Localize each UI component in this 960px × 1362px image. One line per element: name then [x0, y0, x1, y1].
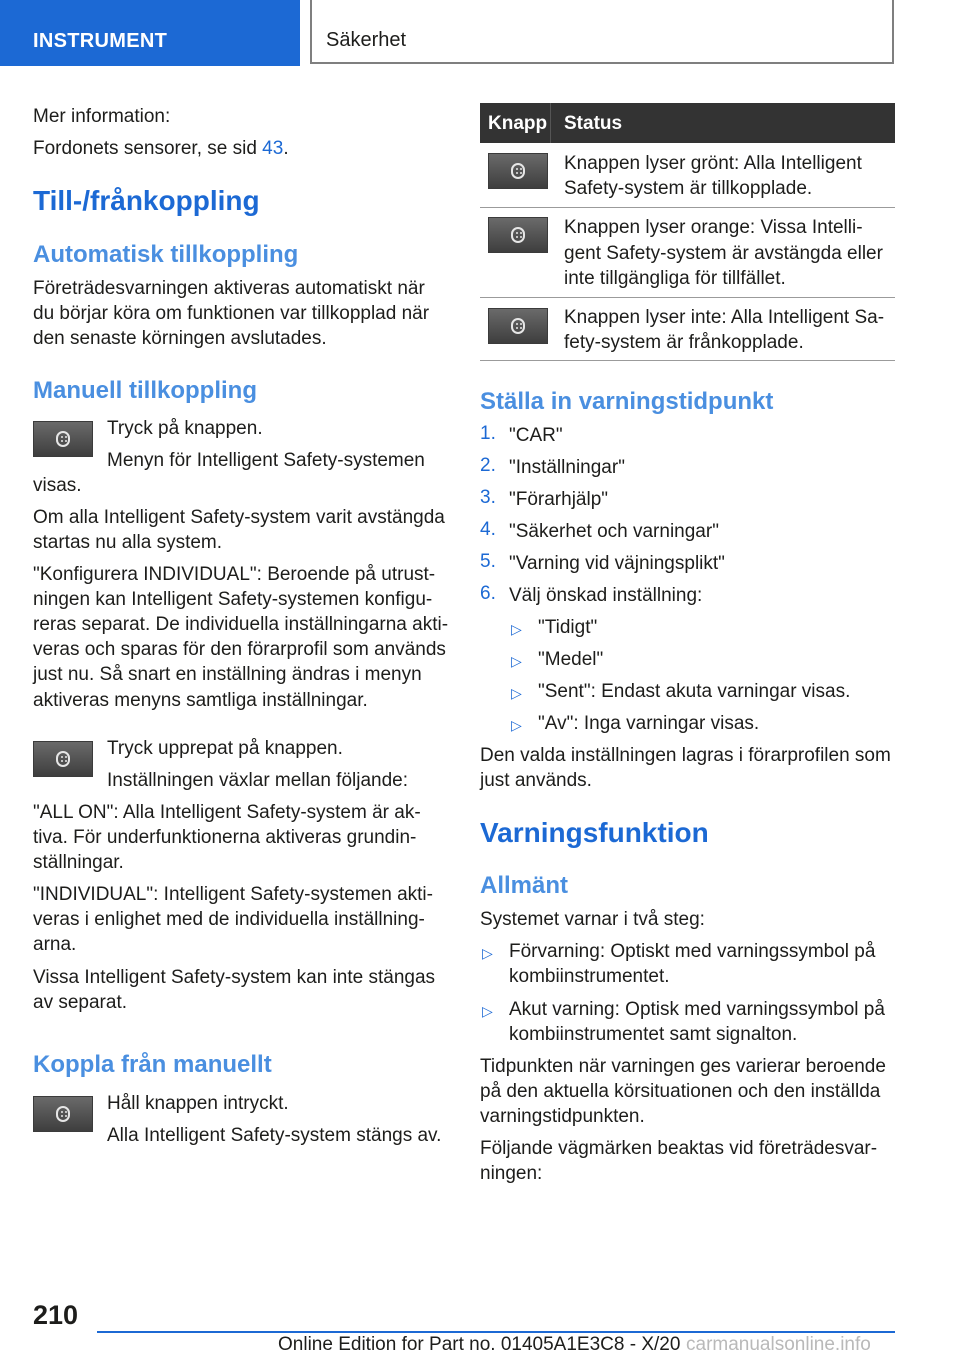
table-header-status: Status: [564, 113, 623, 134]
some-systems-line: Vissa Intelligent Safety-system kan inte stängas: [33, 967, 436, 988]
page-link-43[interactable]: 43: [262, 138, 284, 159]
step-text: Välj önskad inställning:: [509, 585, 703, 606]
sensors-suffix: .: [283, 138, 289, 159]
option-text: "Av": Inga varningar visas.: [538, 713, 760, 734]
all-on-line: ställningar.: [33, 852, 124, 873]
hold-button-text: Håll knappen intryckt.: [107, 1093, 289, 1114]
individual-line: "INDIVIDUAL": Intelligent Safety-systemen akti-: [33, 884, 433, 905]
step-text: "Inställningar": [509, 457, 625, 478]
heading-warning-function: Varningsfunktion: [480, 817, 709, 848]
toggle-between-text: Inställningen växlar mellan följande:: [107, 770, 409, 791]
two-steps-text: Systemet varnar i två steg:: [480, 909, 705, 930]
step-text: "CAR": [509, 425, 563, 446]
table-cell-status: gent Safety-system är avstängda eller: [564, 243, 883, 264]
individual-line: arna.: [33, 934, 77, 955]
heading-manual-off: Koppla från manuellt: [33, 1051, 272, 1078]
table-row-divider: [480, 360, 895, 361]
heading-manual-on: Manuell tillkoppling: [33, 377, 257, 404]
header-section-label: INSTRUMENT: [33, 30, 168, 52]
sensors-reference: [33, 136, 289, 162]
config-line: ningen kan Intelligent Safety-systemen konfigu-: [33, 589, 433, 610]
table-header-divider: [550, 103, 551, 143]
step-number: 1.: [480, 423, 496, 444]
sensors-text: Fordonets sensorer, se sid: [33, 138, 263, 159]
config-line: veras och sparas för den förarprofil som används: [33, 639, 446, 660]
step-number: 6.: [480, 583, 496, 604]
acute-warning-line: kombiinstrumentet samt signalton.: [509, 1024, 798, 1045]
timing-line: på den aktuella körsituationen och den inställda: [480, 1081, 881, 1102]
some-systems-line: av separat.: [33, 992, 127, 1013]
config-line: aktiveras menyns samtliga inställningar.: [33, 690, 368, 711]
auto-line: Företrädesvarningen aktiveras automatiskt när: [33, 278, 425, 299]
menu-text: Menyn för Intelligent Safety-systemen: [107, 450, 425, 471]
auto-line: du börjar köra om funktionen var tillkopplad när: [33, 303, 430, 324]
all-off-result-text: Alla Intelligent Safety-system stängs av.: [107, 1125, 442, 1146]
step-number: 4.: [480, 519, 496, 540]
page-number: 210: [33, 1300, 79, 1330]
table-cell-status: inte tillgängliga för tillfället.: [564, 268, 786, 289]
press-button-text: Tryck på knappen.: [107, 418, 263, 439]
intelligent-safety-button-icon: [33, 1096, 93, 1132]
step-number: 2.: [480, 455, 496, 476]
footer-edition-text: Online Edition for Part no. 01405A1E3C8 - X/20: [278, 1334, 681, 1355]
option-text: "Tidigt": [538, 617, 598, 638]
heading-set-warning-time: Ställa in varningstidpunkt: [480, 388, 774, 415]
triangle-bullet-icon: ▷: [511, 685, 522, 701]
triangle-bullet-icon: ▷: [511, 717, 522, 733]
auto-line: den senaste körningen avslutades.: [33, 328, 327, 349]
intelligent-safety-button-icon: [33, 421, 93, 457]
all-on-line: tiva. För underfunktionerna aktiveras grundin-: [33, 827, 417, 848]
header-chapter-label: Säkerhet: [326, 29, 407, 51]
triangle-bullet-icon: ▷: [482, 1003, 493, 1019]
option-text: "Medel": [538, 649, 604, 670]
config-line: just nu. Så snart en inställning ändras i menyn: [33, 664, 422, 685]
step-number: 5.: [480, 551, 496, 572]
intelligent-safety-button-icon: [488, 217, 548, 253]
step-text: "Varning vid väjningsplikt": [509, 553, 725, 574]
menu-text: visas.: [33, 475, 82, 496]
stored-line: just används.: [480, 770, 592, 791]
table-row-divider: [480, 297, 895, 298]
triangle-bullet-icon: ▷: [511, 621, 522, 637]
table-cell-status: fety-system är frånkopplade.: [564, 332, 804, 353]
intelligent-safety-button-icon: [488, 308, 548, 344]
all-on-line: "ALL ON": Alla Intelligent Safety-system är ak-: [33, 802, 421, 823]
table-cell-status: Safety-system är tillkopplade.: [564, 178, 813, 199]
all-off-line: Om alla Intelligent Safety-system varit avstängda: [33, 507, 445, 528]
signs-line: ningen:: [480, 1163, 543, 1184]
intelligent-safety-button-icon: [488, 153, 548, 189]
triangle-bullet-icon: ▷: [482, 945, 493, 961]
config-line: reras separat. De individuella inställningarna akti-: [33, 614, 449, 635]
heading-general: Allmänt: [480, 872, 569, 899]
heading-toggle: Till-/frånkoppling: [33, 185, 260, 216]
step-text: "Säkerhet och varningar": [509, 521, 719, 542]
timing-line: varningstidpunkten.: [480, 1106, 645, 1127]
intelligent-safety-button-icon: [33, 741, 93, 777]
table-cell-status: Knappen lyser orange: Vissa Intelli-: [564, 217, 863, 238]
pre-warning-line: Förvarning: Optiskt med varningssymbol på: [509, 941, 876, 962]
all-off-line: startas nu alla system.: [33, 532, 223, 553]
table-cell-status: Knappen lyser grönt: Alla Intelligent: [564, 153, 862, 174]
press-repeat-text: Tryck upprepat på knappen.: [107, 738, 343, 759]
more-info-label: Mer information:: [33, 106, 171, 127]
pre-warning-line: kombiinstrumentet.: [509, 966, 670, 987]
signs-line: Följande vägmärken beaktas vid företrädesvar-: [480, 1138, 878, 1159]
triangle-bullet-icon: ▷: [511, 653, 522, 669]
stored-line: Den valda inställningen lagras i förarprofilen som: [480, 745, 891, 766]
table-cell-status: Knappen lyser inte: Alla Intelligent Sa-: [564, 307, 885, 328]
footer-rule: [97, 1331, 895, 1333]
table-header-button: Knapp: [488, 113, 548, 134]
table-row-divider: [480, 207, 895, 208]
watermark-text: carmanualsonline.info: [686, 1334, 871, 1355]
timing-line: Tidpunkten när varningen ges varierar beroende: [480, 1056, 886, 1077]
config-line: "Konfigurera INDIVIDUAL": Beroende på utrust-: [33, 564, 436, 585]
step-text: "Förarhjälp": [509, 489, 609, 510]
option-text: "Sent": Endast akuta varningar visas.: [538, 681, 851, 702]
heading-auto-on: Automatisk tillkoppling: [33, 241, 299, 268]
step-number: 3.: [480, 487, 496, 508]
acute-warning-line: Akut varning: Optisk med varningssymbol på: [509, 999, 885, 1020]
individual-line: veras i enlighet med de individuella inställning-: [33, 909, 425, 930]
